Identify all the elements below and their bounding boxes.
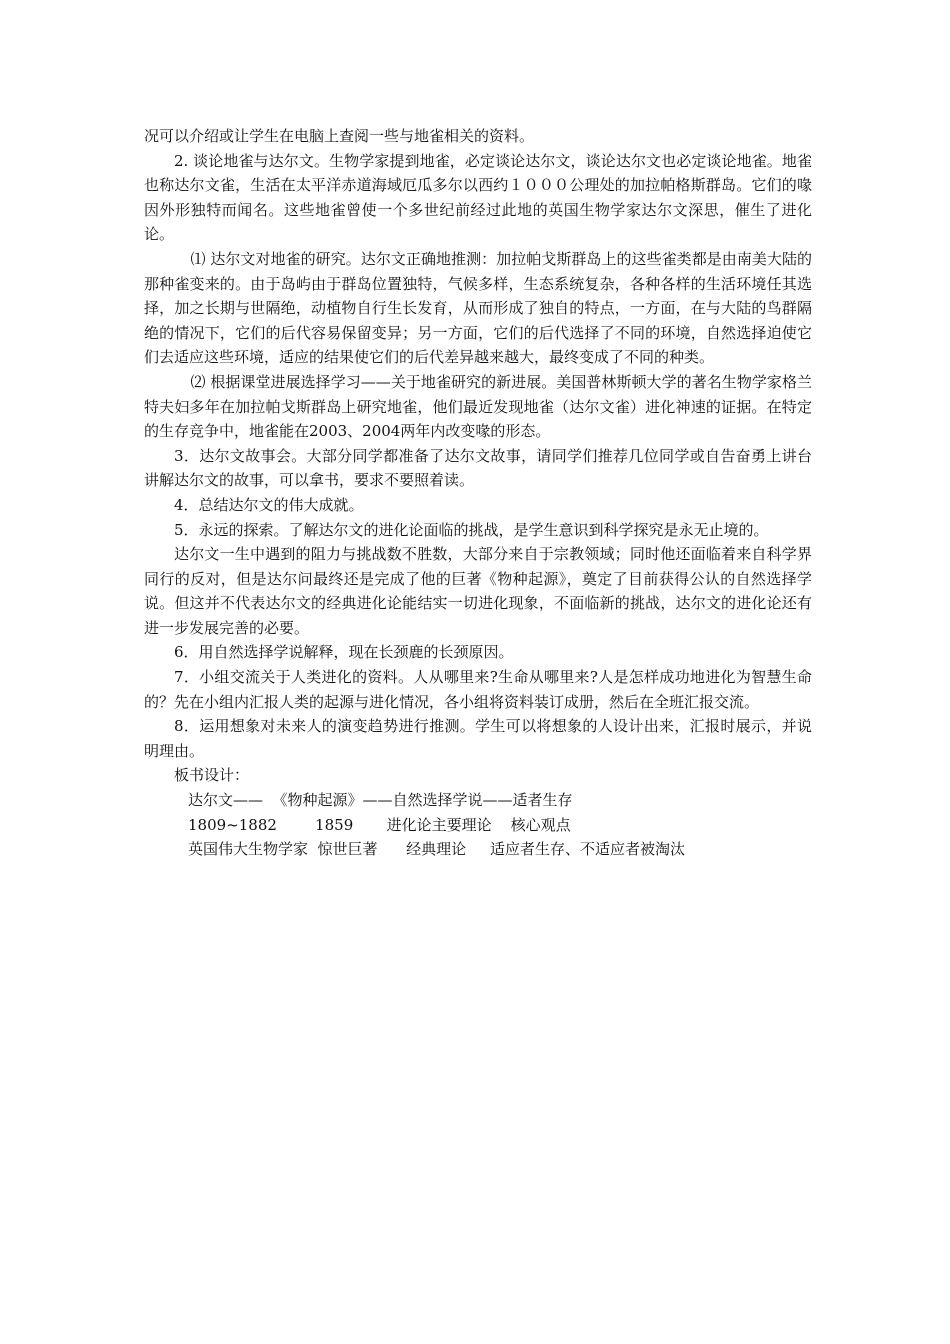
board-design-heading: 板书设计： (174, 766, 250, 785)
paragraph-item-7: 7．小组交流关于人类进化的资料。人从哪里来?生命从哪里来?人是怎样成功地进化为智慧生命的？先在小组内汇报人类的起源与进化情况，各小组将资料装订成册，然后在全班汇报交流。 (144, 668, 812, 711)
paragraph-item-4: 4．总结达尔文的伟大成就。 (174, 495, 364, 514)
paragraph-item-3: 3．达尔文故事会。大部分同学都准备了达尔文故事，请同学们推荐几位同学或自告奋勇上讲台讲解达尔文的故事，可以拿书，要求不要照着读。 (144, 446, 812, 490)
paragraph-subitem-1: ⑴ 达尔文对地雀的研究。达尔文正确地推测：加拉帕戈斯群岛上的这些雀类都是由南美大陆的那种雀变来的。由于岛屿由于群岛位置独特，气候多样，生态系统复杂，各种各样的生活环境任其选择，加之长期与世隔绝，动植物自行生长发育，从而形成了独自的特点，一方面，在与大陆的鸟群隔绝的情况下，它们的后代容易保留变异；另一方面，它们的后代选择了不同的环境，自然选择迫使它们去适应这些环境，适应的结果使它们的后代差异越来越大，最终变成了不同的种类。 (144, 249, 812, 367)
board-line-1: 达尔文—— 《物种起源》——自然选择学说——适者生存 (188, 791, 573, 810)
document-page (144, 124, 812, 862)
paragraph-continuation: 况可以介绍或让学生在电脑上查阅一些与地雀相关的资料。 (144, 127, 535, 145)
paragraph-subitem-2: ⑵ 根据课堂进展选择学习——关于地雀研究的新进展。美国普林斯顿大学的著名生物学家格兰特夫妇多年在加拉帕戈斯群岛上研究地雀，他们最近发现地雀（达尔文雀）进化神速的证据。在特定的生存竞争中，地雀能在2003、2004两年内改变喙的形态。 (144, 372, 812, 441)
paragraph-item-6: 6．用自然选择学说解释，现在长颈鹿的长颈原因。 (174, 643, 514, 662)
paragraph-item-2: 2. 谈论地雀与达尔文。生物学家提到地雀，必定谈论达尔文，谈论达尔文也必定谈论地雀。地雀也称达尔文雀，生活在太平洋赤道海域厄瓜多尔以西约１０００公理处的加拉帕格斯群岛。它们的喙因外形独特而闻名。这些地雀曾使一个多世纪前经过此地的英国生物学家达尔文深思，催生了进化论。 (144, 151, 812, 244)
board-line-2: 1809~1882 1859 进化论主要理论 核心观点 (188, 815, 571, 834)
board-line-3: 英国伟大生物学家 惊世巨著 经典理论 适应者生存、不适应者被淘汰 (188, 840, 685, 859)
paragraph-item-8: 8．运用想象对未来人的演变趋势进行推测。学生可以将想象的人设计出来，汇报时展示，并说明理由。 (144, 717, 812, 760)
paragraph-item-5: 5．永远的探索。了解达尔文的进化论面临的挑战，是学生意识到科学探究是永无止境的。 (174, 520, 769, 539)
paragraph-darwin-challenges: 达尔文一生中遇到的阻力与挑战数不胜数，大部分来自于宗教领域；同时他还面临着来自科学界同行的反对，但是达尔问最终还是完成了他的巨著《物种起源》，奠定了目前获得公认的自然选择学说。但这并不代表达尔文的经典进化论能结实一切进化现象，不面临新的挑战，达尔文的进化论还有进一步发展完善的必要。 (144, 545, 812, 637)
